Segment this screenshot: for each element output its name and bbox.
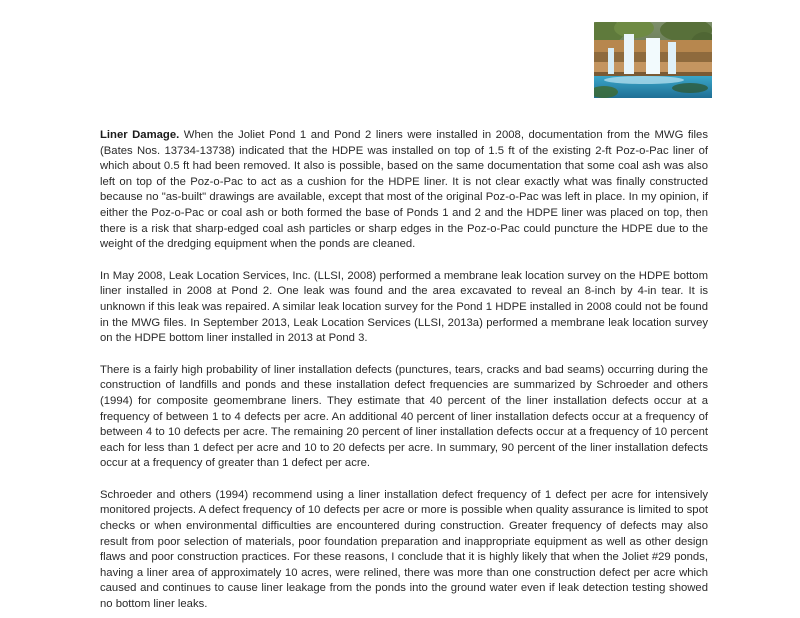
paragraph-defect-frequency: Schroeder and others (1994) recommend using a liner installation defect frequency of 1 defect per acre for intensively monitored projects. A defect frequency of 10 defects per acre or more is possible when quality assurance is limited to spot checks or when environmental difficulties are encountered during construction. Greater frequency of defects may also result from poor selection of materials, poor foundation preparation and inappropriate equipment as well as other design flaws and poor construction practices. For these reasons, I conclude that it is highly likely that when the Joliet #29 ponds, having a liner area of approximately 10 acres, were relined, there was more than one construction defect per acre which caused and continues to cause liner leakage from the ponds into the ground water even if leak detection testing showed no bottom liner leaks. — [100, 488, 708, 611]
paragraph-leak-survey: In May 2008, Leak Location Services, Inc. (LLSI, 2008) performed a membrane leak location survey on the HDPE bottom liner installed in 2008 at Pond 2. One leak was found and the area excavated to reveal an 8-inch by 4-in tear. It is unknown if this leak was repaired. A similar leak location survey for the Pond 1 HDPE installed in 2008 could not be found in the MWG files. In September 2013, Leak Location Services (LLSI, 2013a) performed a membrane leak location survey on the HDPE bottom liner installed in 2013 at Pond 3. — [100, 269, 708, 345]
paragraph-heading: Liner Damage. — [100, 129, 180, 141]
document-body — [100, 128, 708, 618]
waterfall-image — [594, 22, 712, 98]
paragraph-liner-damage — [100, 128, 708, 253]
paragraph-text: When the Joliet Pond 1 and Pond 2 liners were installed in 2008, documentation from the MWG files (Bates Nos. 13734-13738) indicated that the HDPE was installed on top of 1.5 ft of the existing 2-ft Poz-o-Pac liner of which about 0.5 ft had been removed. It also is possible, based on the same documentation that some coal ash was also left on top of the Poz-o-Pac to act as a cushion for the HDPE liner. It is not clear exactly what was finally constructed because no "as-built" drawings are available, except that most of the original Poz-o-Pac was left in place. In my opinion, if either the Poz-o-Pac or coal ash or both formed the base of Ponds 1 and 2 and the HDPE liner was placed on top, then there is a risk that sharp-edged coal ash particles or sharp edges in the Poz-o-Pac could puncture the HDPE due to the weight of the dredging equipment when the ponds are cleaned. — [100, 129, 708, 251]
waterfall-photo — [594, 22, 712, 98]
paragraph-defect-probability: There is a fairly high probability of liner installation defects (punctures, tears, cracks and bad seams) occurring during the construction of landfills and ponds and these installation defect frequencies are summarized by Schroeder and others (1994) for composite geomembrane liners. They estimate that 40 percent of the liner installation defects occur at a frequency of between 1 to 4 defects per acre. An additional 40 percent of liner installation defects occur at a frequency of between 4 to 10 defects per acre. The remaining 20 percent of liner installation defects occur at a frequency of 10 percent each for less than 1 defect per acre and 10 to 20 defects per acre. In summary, 90 percent of the liner installation defects occur at a frequency of greater than 1 defect per acre. — [100, 363, 708, 470]
